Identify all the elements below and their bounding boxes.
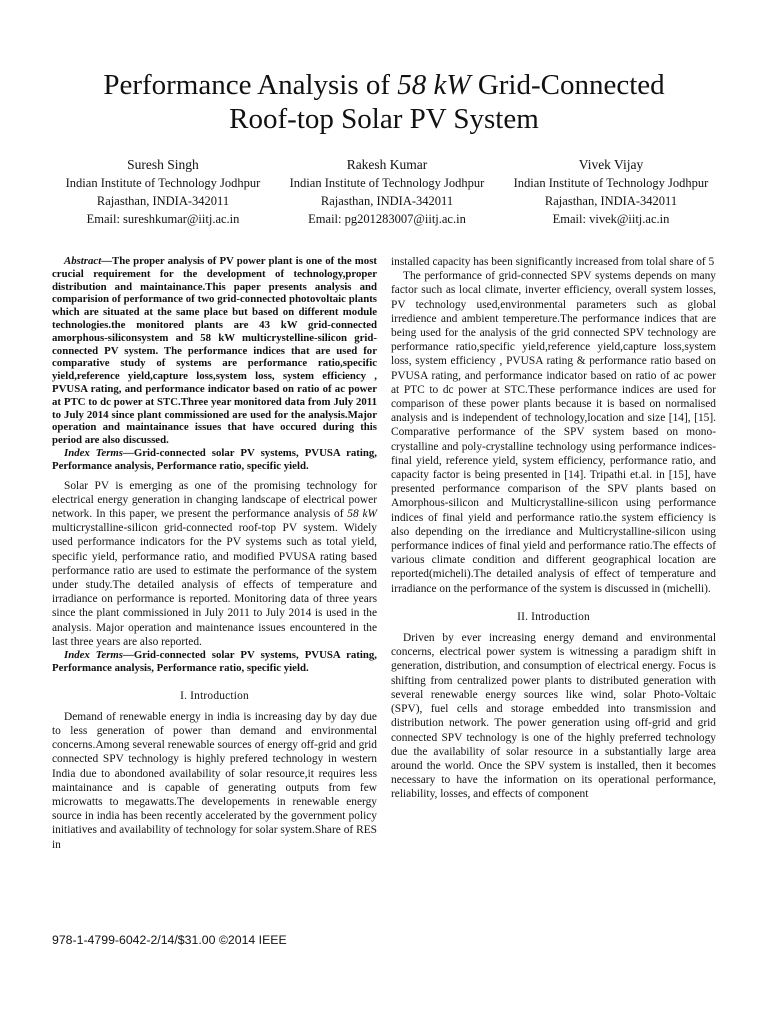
index-terms	[52, 447, 377, 473]
body-paragraph: Driven by ever increasing energy demand and environmental concerns, electrical power system is witnessing a paradigm shift in generation, distribution, and consumption of electrical energy. Focus is shifting from centralized power plants to distributed generation with several renewable energy sources like wind, solar Photo-Voltaic (SPV), fuel cells and storage embedded into transmission and distribution network. The power generation using off-grid and grid connected SPV technology is one of the highly preferred technology due the availability of solar resource in a substantially large area around the world. Once the SPV system is installed, then it becomes necessary to have the information on its operational performance, reliability, losses, and effects of component	[391, 632, 716, 801]
author-affiliation: Indian Institute of Technology Jodhpur	[289, 176, 485, 190]
body-paragraph: The performance of grid-connected SPV systems depends on many factor such as local climate, inverter efficiency, overall system losses, PV technology used,environmental parameters such as global irredience and ambient tempereture.The performance indices that are being used for the analysis of the grid connected SPV technology are performance ratio,specific yield,reference yield,capture loss,system loss, system efficiency , PVUSA rating & performance ratio based on PVUSA rating, and performance indicator based on ratio of ac power at PTC to dc power at STC.These performance indices are used for comparison of these power plants because it is based on normalised analysis and is independent of technology,location and size [14], [15]. Comparative performance of the SPV system based on mono-crystalline and poly-crystalline technology using performance indices-final yield, reference yield, system efficiency, performance ratio, and capacity factor is being presented in [14]. Tripathi et.al. in [15], have presented performance comparison of the SPV plants based on Amorphous-silicon and Multicrystalline-silicon using performance indices of final yield and performance ratio.the system efficiency is also depending on the irrediance and Multicrystalline-silicon using performance indices of final yield and performance ratio.The effects of various climate condition and different geographical location are reported(micheli).The detailed analysis of effect of temperature and irradiance on the performance of the system is discussed in (michelli).	[391, 270, 716, 595]
paper-title	[40, 68, 728, 136]
index-terms-text: —Grid-connected solar PV systems, PVUSA rating, Performance analysis, Performance ratio, specific yield.	[52, 446, 377, 472]
index-terms-label: Index Terms	[64, 446, 124, 459]
author-location: Rajasthan, INDIA-342011	[544, 194, 678, 208]
author-email: Email: vivek@iitj.ac.in	[552, 212, 670, 226]
author-block	[52, 156, 722, 228]
author-location: Rajasthan, INDIA-342011	[96, 194, 230, 208]
author-1	[52, 156, 274, 228]
author-affiliation: Indian Institute of Technology Jodhpur	[65, 176, 261, 190]
index-terms-repeat	[52, 649, 377, 675]
title-line1-end: Grid-Connected	[470, 69, 665, 101]
body-paragraph: Demand of renewable energy in india is increasing day by day due to less generation of power than demand and environmental concerns.Among several renewable sources of energy off-grid and grid connected SPV technology is highly prefered technology in western India due to abondoned availability of solar resource,it requires less maintainance and is capable of generating outputs from few microwatts to megawatts.The developements in renewable energy source in india has been recently accelerated by the government policy initiatives and availability of technology for solar system.Share of RES in	[52, 710, 377, 851]
author-email: Email: pg201283007@iitj.ac.in	[308, 212, 466, 226]
abstract-text: —The proper analysis of PV power plant is one of the most crucial requirement for the development of technology,proper distribution and maintainance.This paper presents analysis and comparision of performance of two grid-connected photovoltaic plants which are situated at the same place but based on different module technologies.the monitored plants are 43 kW grid-connected amorphous-siliconsystem and 58 kW multicrystelline-silicon grid-connected PV system. The performance indices that are used for comparative study of systems are performance ratio,specific yield,reference yield,capture loss,system loss, system efficiency , PVUSA rating, and performance indicator based on ratio of ac power at PTC to dc power at STC.Three year monitored data from July 2011 to July 2014 since plant commissioned are used for the analysis.Major operation and maintainance issues that have occured during this period are also discussed.	[52, 255, 377, 447]
title-math: 58 kW	[397, 69, 471, 101]
left-column	[52, 255, 377, 852]
intro-paragraph: Solar PV is emerging as one of the promising technology for electrical energy generation in changing landscape of electrical power network. In this paper, we present the performance analysis of 58 kW multicrystalline-silicon grid-connected roof-top PV system. Widely used performance indicators for the PV systems such as total yield, specific yield, performance ratio, and modified PVUSA rating based performance ratio are used to estimate the performance of the system under study.The detailed analysis of effects of temperature and irradiance on performance is reported. Monitoring data of three years since the plant commissioned in July 2011 to July 2014 is used in the analysis. Major operation and maintenance issues encountered in the last three years are also reported.	[52, 479, 377, 648]
section-heading: II. Introduction	[517, 610, 590, 623]
abstract	[52, 255, 377, 447]
author-email: Email: sureshkumar@iitj.ac.in	[86, 212, 240, 226]
title-line1-start: Performance Analysis of	[103, 69, 398, 101]
author-name: Suresh Singh	[127, 157, 199, 172]
author-3	[500, 156, 722, 228]
author-name: Vivek Vijay	[578, 157, 644, 172]
author-2	[276, 156, 498, 228]
index-terms-label: Index Terms	[64, 648, 124, 661]
inline-math: 58 kW	[347, 507, 377, 520]
body-paragraph-continued: installed capacity has been significantly increased from tolal share of 5	[391, 256, 715, 268]
section-heading: I. Introduction	[180, 689, 249, 702]
author-affiliation: Indian Institute of Technology Jodhpur	[513, 176, 709, 190]
index-terms-text: —Grid-connected solar PV systems, PVUSA rating, Performance analysis, Performance ratio, specific yield.	[52, 648, 377, 674]
author-name: Rakesh Kumar	[346, 157, 428, 172]
author-location: Rajasthan, INDIA-342011	[320, 194, 454, 208]
abstract-label: Abstract	[64, 255, 102, 267]
right-column	[391, 255, 716, 802]
copyright-footer: 978-1-4799-6042-2/14/$31.00 ©2014 IEEE	[52, 933, 287, 947]
title-line2: Roof-top Solar PV System	[229, 103, 539, 135]
